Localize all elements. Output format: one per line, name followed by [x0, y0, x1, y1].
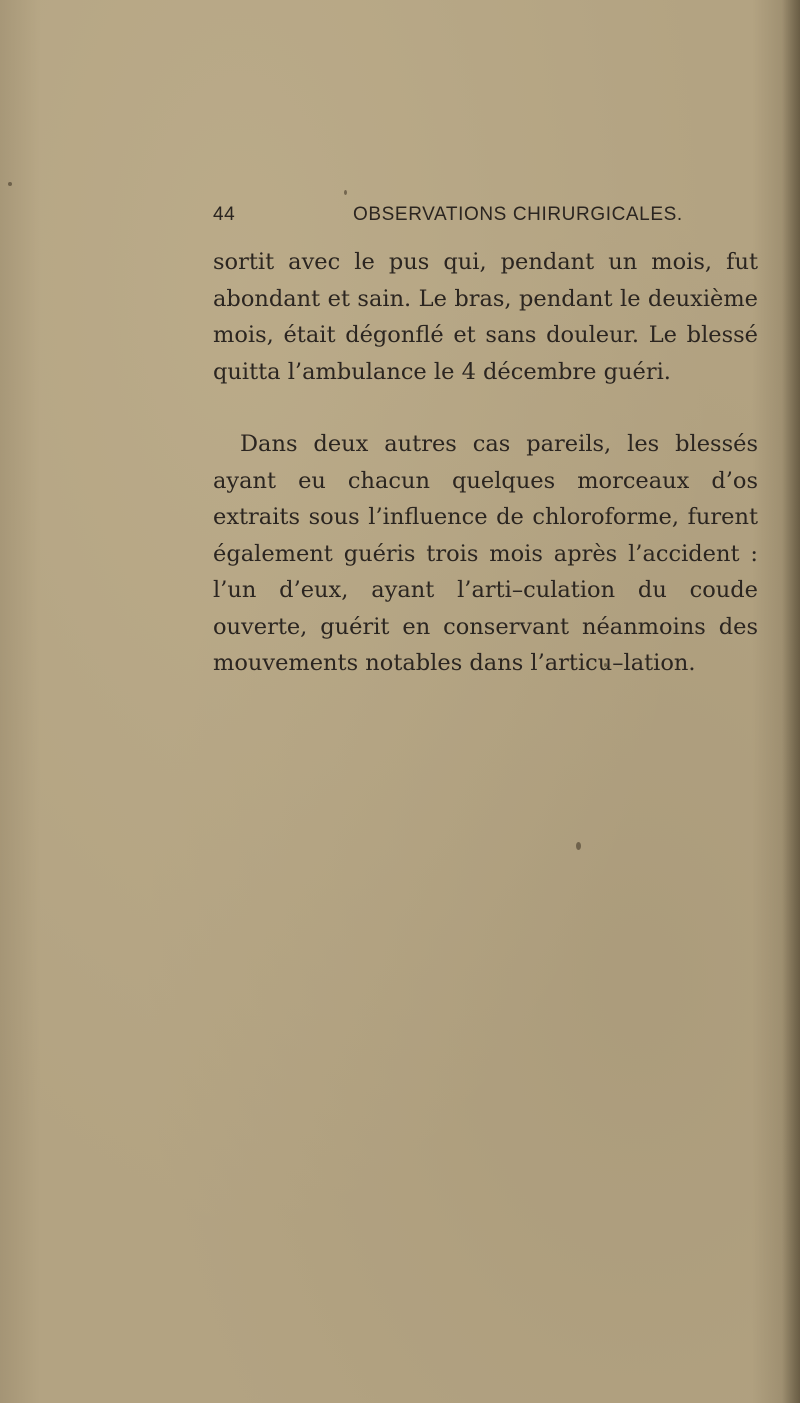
- paper-speck: [576, 842, 581, 850]
- running-header: [213, 204, 758, 232]
- page-shadow-left: [0, 0, 40, 1403]
- body-text: [213, 244, 758, 682]
- page-shadow-right: [782, 0, 800, 1403]
- paper-speck: [8, 182, 12, 186]
- running-title: OBSERVATIONS CHIRURGICALES.: [353, 204, 683, 225]
- paragraph-1: sortit avec le pus qui, pendant un mois, fut abondant et sain. Le bras, pendant le deuxième mois, était dégonflé et sans douleur. Le blessé quitta l’ambulance le 4 décembre guéri.: [213, 249, 758, 385]
- page-number: 44: [213, 204, 236, 225]
- paragraph-2: Dans deux autres cas pareils, les blessés ayant eu chacun quelques morceaux d’os extraits sous l’influence de chloroforme, furent également guéris trois mois après l’accident : l’un d’eux, ayant l’arti–culation du coude ouverte, guérit en conservant néanmoins des mouvements notables dans l’articu–lation.: [213, 431, 758, 676]
- paper-speck: [344, 190, 347, 195]
